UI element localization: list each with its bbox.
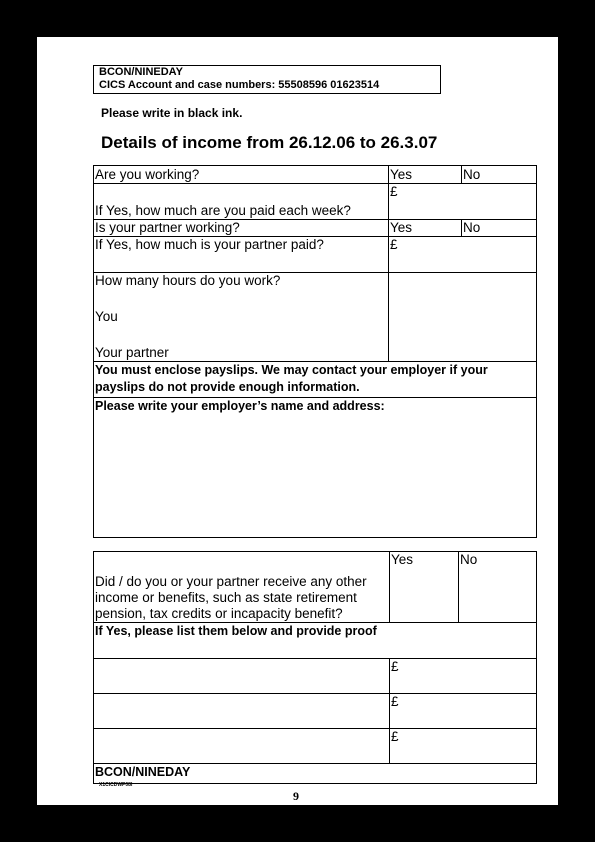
hours-worked-cell <box>94 273 389 362</box>
income-table <box>93 165 537 538</box>
benefit-name-field-3[interactable] <box>94 729 390 764</box>
benefit-amount-field-2[interactable] <box>390 694 537 729</box>
employer-prompt: Please write your employer’s name and address: <box>95 399 385 413</box>
other-income-table <box>93 551 537 784</box>
benefit-amount-field-1[interactable] <box>390 659 537 694</box>
partner-working-no-option[interactable]: No <box>462 220 537 237</box>
form-code: X1CICDWP08I <box>99 782 133 788</box>
other-income-yes-option[interactable]: Yes <box>390 552 459 623</box>
partner-working-yes-option[interactable]: Yes <box>389 220 462 237</box>
hours-you-label: You <box>95 309 118 324</box>
section-title: Details of income from 26.12.06 to 26.3.07 <box>101 133 438 152</box>
pound-sign: £ <box>390 237 398 252</box>
q-partner-working: Is your partner working? <box>94 220 389 237</box>
hours-partner-label: Your partner <box>95 345 169 360</box>
weekly-pay-field[interactable] <box>389 184 537 220</box>
reference-code: BCON/NINEDAY <box>99 66 183 78</box>
q-partner-paid: If Yes, how much is your partner paid? <box>94 237 389 273</box>
benefit-name-field-1[interactable] <box>94 659 390 694</box>
account-numbers: CICS Account and case numbers: 55508596 01623514 <box>99 79 380 91</box>
q-are-you-working: Are you working? <box>94 166 389 184</box>
other-income-no-option[interactable]: No <box>459 552 537 623</box>
pound-sign: £ <box>391 659 399 674</box>
partner-pay-field[interactable] <box>389 237 537 273</box>
page-number: 9 <box>293 789 299 803</box>
hours-field[interactable] <box>389 273 537 362</box>
pound-sign: £ <box>390 184 398 199</box>
q-hours-worked: How many hours do you work? <box>95 273 281 288</box>
ink-instruction: Please write in black ink. <box>101 106 243 120</box>
list-benefits-prompt: If Yes, please list them below and provide proof <box>94 623 537 659</box>
working-yes-option[interactable]: Yes <box>389 166 462 184</box>
payslips-notice: You must enclose payslips. We may contact your employer if your payslips do not provide enough information. <box>94 362 537 398</box>
employer-address-field[interactable] <box>94 398 537 538</box>
pound-sign: £ <box>391 729 399 744</box>
pound-sign: £ <box>391 694 399 709</box>
reference-box <box>93 65 441 94</box>
form-page <box>37 37 558 805</box>
benefit-name-field-2[interactable] <box>94 694 390 729</box>
q-other-income: Did / do you or your partner receive any other income or benefits, such as state retirement pension, tax credits or incapacity benefit? <box>94 552 390 623</box>
benefit-amount-field-3[interactable] <box>390 729 537 764</box>
footer-reference: BCON/NINEDAY <box>94 764 537 784</box>
q-paid-each-week: If Yes, how much are you paid each week? <box>94 184 389 220</box>
working-no-option[interactable]: No <box>462 166 537 184</box>
